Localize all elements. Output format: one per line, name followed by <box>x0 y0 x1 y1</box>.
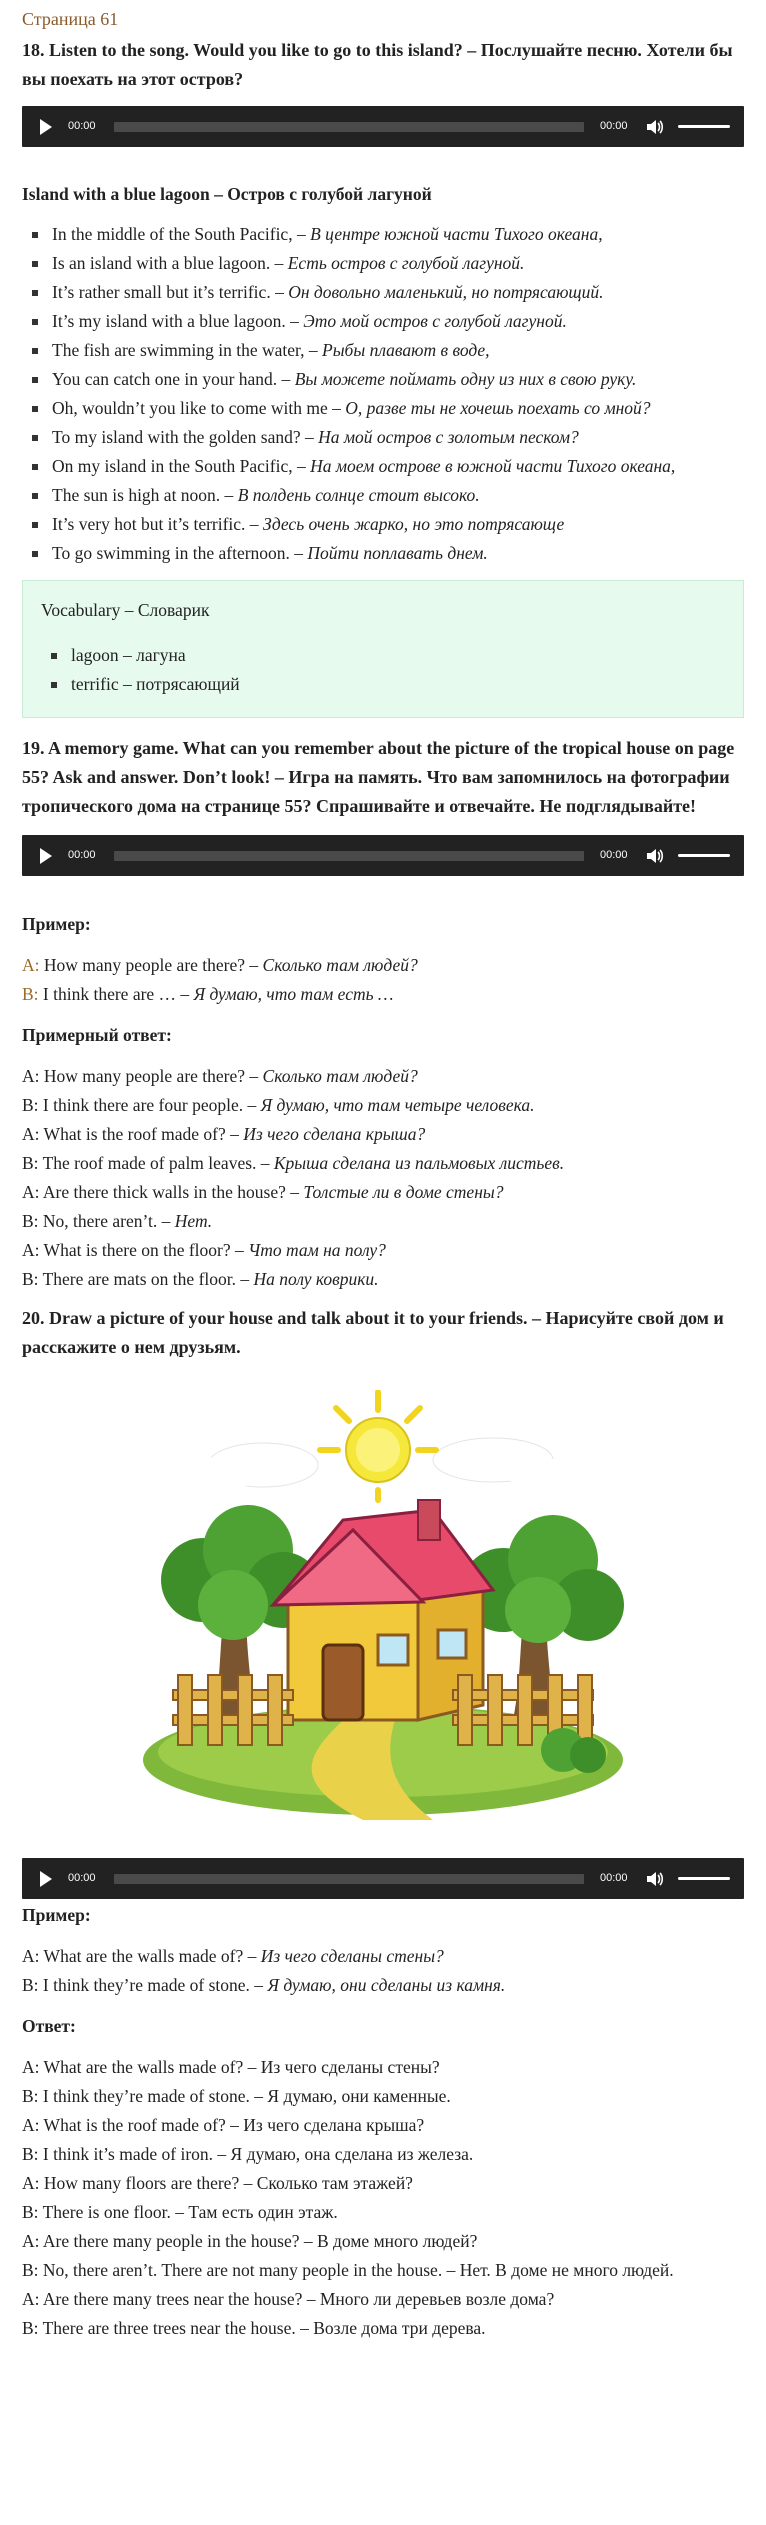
dialog-line: A: Are there many people in the house? – В доме много людей? <box>22 2231 478 2251</box>
dialog-line: B: There are three trees near the house. – Возле дома три дерева. <box>22 2318 486 2338</box>
play-icon[interactable] <box>40 1871 52 1887</box>
answer-heading: Ответ: <box>22 2016 76 2036</box>
duration-time: 00:00 <box>600 849 628 861</box>
dialog-line: B: No, there aren’t. There are not many people in the house. – Нет. В доме не много людей. <box>22 2260 674 2280</box>
dialog-line: B: There are mats on the floor. – На полу коврики. <box>22 1269 379 1289</box>
dialog-line: A: How many people are there? – Сколько там людей? <box>22 955 418 975</box>
volume-slider[interactable] <box>678 854 730 857</box>
dialog-line: A: What are the walls made of? – Из чего сделаны стены? <box>22 1946 444 1966</box>
dialog-line: A: How many people are there? – Сколько там людей? <box>22 1066 418 1086</box>
list-item: It’s my island with a blue lagoon. – Это мой остров с голубой лагуной. <box>22 307 744 336</box>
dialog-line: B: The roof made of palm leaves. – Крыша сделана из пальмовых листьев. <box>22 1153 565 1173</box>
list-item: Is an island with a blue lagoon. – Есть остров с голубой лагуной. <box>22 249 744 278</box>
dialog-line: A: What are the walls made of? – Из чего сделаны стены? <box>22 2057 440 2077</box>
example-heading: Пример: <box>22 914 91 934</box>
duration-time: 00:00 <box>600 120 628 132</box>
house-illustration <box>22 1390 744 1830</box>
vocab-item: terrific – потрясающий <box>41 670 725 699</box>
vocabulary-box <box>22 580 744 718</box>
play-icon[interactable] <box>40 119 52 135</box>
ex19-title: 19. A memory game. What can you remember about the picture of the tropical house on page 55? Ask and answer. Don’t look! – Игра на память. Что вам запомнилось на фотографии тропического дома на странице 55? Спрашивайте и отвечайте. Не подглядывайте! <box>22 738 735 816</box>
duration-time: 00:00 <box>600 1872 628 1884</box>
progress-rail[interactable] <box>114 1874 584 1884</box>
current-time: 00:00 <box>68 1872 96 1884</box>
list-item: In the middle of the South Pacific, – В центре южной части Тихого океана, <box>22 220 744 249</box>
audio-player-18[interactable] <box>22 106 744 147</box>
answer-block <box>22 2053 744 2343</box>
example-block <box>22 1942 744 2000</box>
dialog-line: A: How many floors are there? – Сколько там этажей? <box>22 2173 413 2193</box>
dialog-line: A: What is the roof made of? – Из чего сделана крыша? <box>22 2115 425 2135</box>
progress-rail[interactable] <box>114 851 584 861</box>
audio-player-20[interactable] <box>22 1858 744 1899</box>
list-item: It’s rather small but it’s terrific. – Он довольно маленький, но потрясающий. <box>22 278 744 307</box>
dialog-line: A: Are there many trees near the house? – Много ли деревьев возле дома? <box>22 2289 555 2309</box>
list-item: Oh, wouldn’t you like to come with me – О, разве ты не хочешь поехать со мной? <box>22 394 744 423</box>
vocab-item: lagoon – лагуна <box>41 641 725 670</box>
example-heading: Пример: <box>22 1905 91 1925</box>
dialog-line: B: I think they’re made of stone. – Я думаю, они сделаны из камня. <box>22 1975 506 1995</box>
dialog-line: B: I think there are … – Я думаю, что там есть … <box>22 984 394 1004</box>
example-block <box>22 951 744 1009</box>
dialog-line: B: I think they’re made of stone. – Я думаю, они каменные. <box>22 2086 451 2106</box>
answer-block <box>22 1062 744 1294</box>
play-icon[interactable] <box>40 848 52 864</box>
progress-rail[interactable] <box>114 122 584 132</box>
ex20-title: 20. Draw a picture of your house and talk about it to your friends. – Нарисуйте свой дом и расскажите о нем друзьям. <box>22 1308 724 1357</box>
dialog-line: B: No, there aren’t. – Нет. <box>22 1211 213 1231</box>
list-item: On my island in the South Pacific, – На моем острове в южной части Тихого океана, <box>22 452 744 481</box>
list-item: To my island with the golden sand? – На мой остров с золотым песком? <box>22 423 744 452</box>
volume-icon[interactable] <box>646 847 668 865</box>
dialog-line: B: There is one floor. – Там есть один этаж. <box>22 2202 338 2222</box>
house-picture-icon <box>133 1390 633 1830</box>
dialog-line: A: What is the roof made of? – Из чего сделана крыша? <box>22 1124 426 1144</box>
song-lines <box>22 220 744 568</box>
answer-heading: Примерный ответ: <box>22 1025 172 1045</box>
list-item: It’s very hot but it’s terrific. – Здесь очень жарко, но это потрясающе <box>22 510 744 539</box>
volume-slider[interactable] <box>678 1877 730 1880</box>
page-link[interactable]: Страница 61 <box>22 9 119 29</box>
volume-icon[interactable] <box>646 118 668 136</box>
volume-icon[interactable] <box>646 1870 668 1888</box>
current-time: 00:00 <box>68 120 96 132</box>
dialog-line: B: I think there are four people. – Я думаю, что там четыре человека. <box>22 1095 535 1115</box>
list-item: To go swimming in the afternoon. – Пойти поплавать днем. <box>22 539 744 568</box>
list-item: The sun is high at noon. – В полдень солнце стоит высоко. <box>22 481 744 510</box>
dialog-line: A: Are there thick walls in the house? – Толстые ли в доме стены? <box>22 1182 504 1202</box>
audio-player-19[interactable] <box>22 835 744 876</box>
list-item: You can catch one in your hand. – Вы можете поймать одну из них в свою руку. <box>22 365 744 394</box>
dialog-line: B: I think it’s made of iron. – Я думаю, она сделана из железа. <box>22 2144 474 2164</box>
ex18-title: 18. Listen to the song. Would you like to go to this island? – Послушайте песню. Хотели бы вы поехать на этот остров? <box>22 40 733 89</box>
vocabulary-title: Vocabulary – Словарик <box>41 600 210 620</box>
current-time: 00:00 <box>68 849 96 861</box>
volume-slider[interactable] <box>678 125 730 128</box>
list-item: The fish are swimming in the water, – Рыбы плавают в воде, <box>22 336 744 365</box>
song-title: Island with a blue lagoon – Остров с голубой лагуной <box>22 184 432 204</box>
dialog-line: A: What is there on the floor? – Что там на полу? <box>22 1240 386 1260</box>
